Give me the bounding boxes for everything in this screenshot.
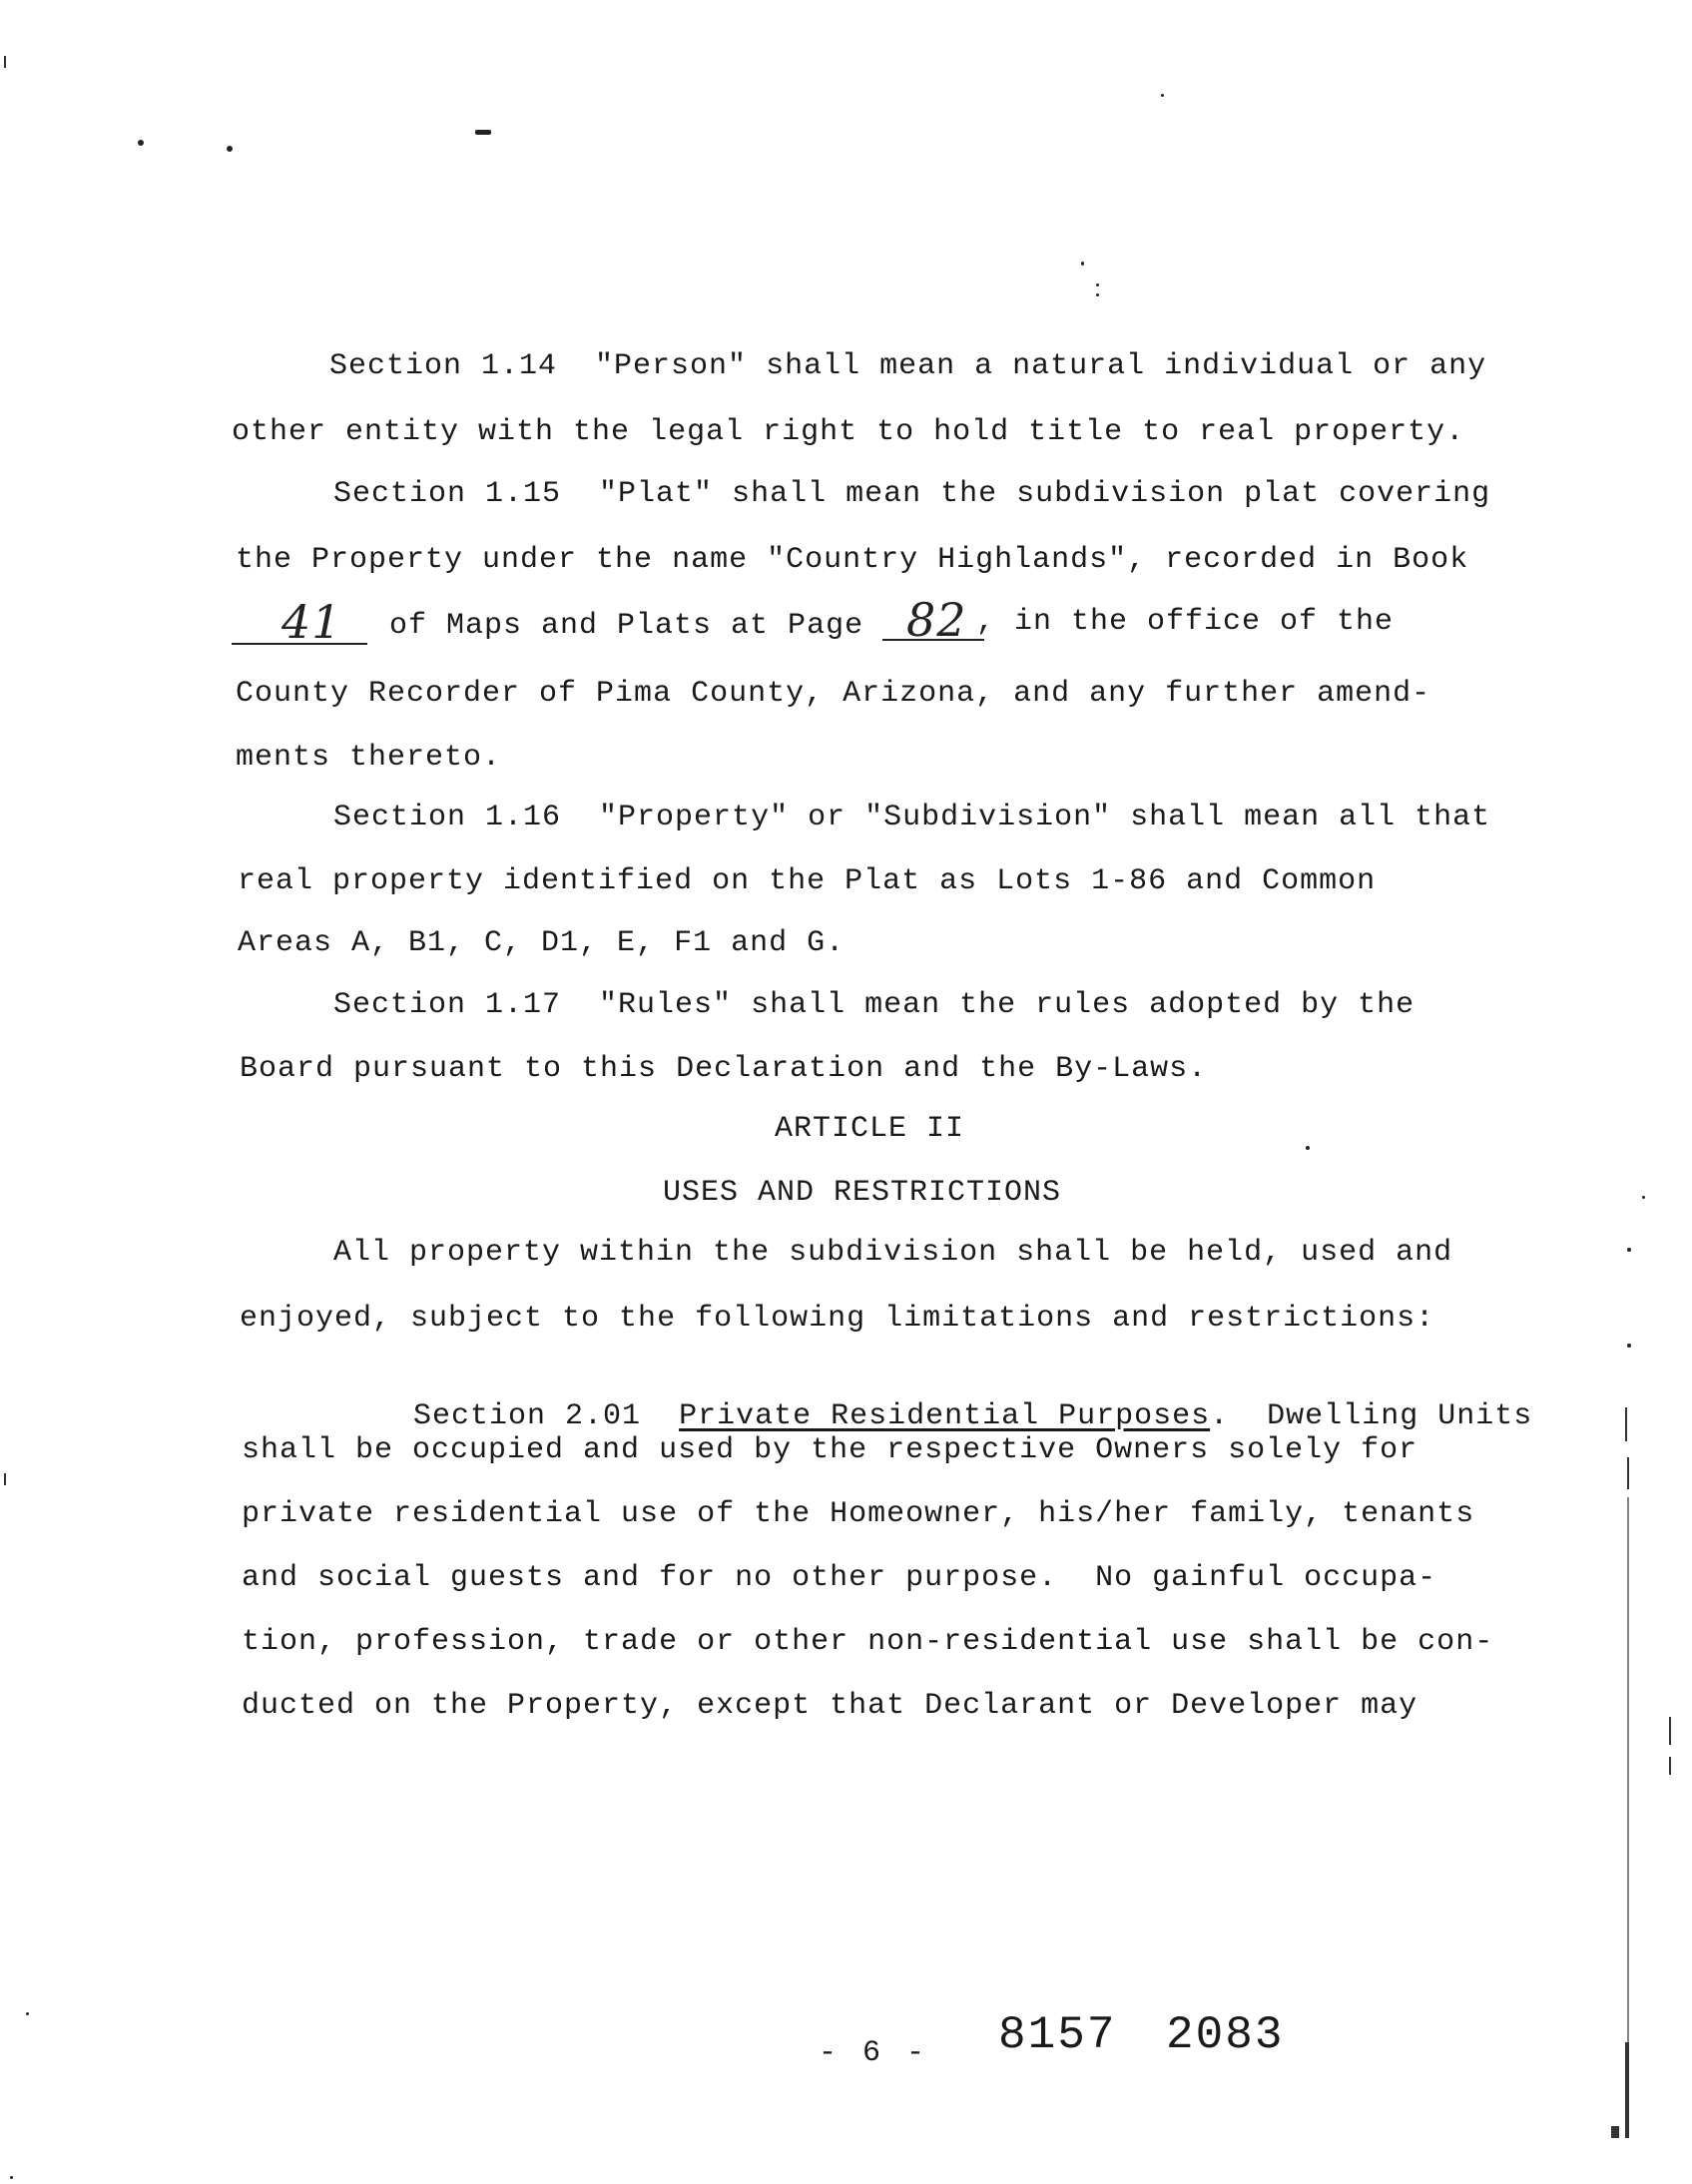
scan-speck xyxy=(1096,283,1099,286)
scan-speck xyxy=(1161,94,1164,97)
scan-speck xyxy=(10,2176,13,2179)
scan-speck xyxy=(1642,1196,1645,1199)
doc-line: Section 1.17 "Rules" shall mean the rules adopted by the xyxy=(333,988,1415,1022)
scan-speck xyxy=(1306,1146,1310,1150)
article-number: ARTICLE II xyxy=(775,1112,965,1146)
doc-line: ducted on the Property, except that Declarant or Developer may xyxy=(242,1689,1418,1723)
scan-edge-mark xyxy=(1611,2126,1619,2138)
scan-speck xyxy=(1081,262,1084,266)
scan-speck xyxy=(1627,1344,1631,1348)
scan-edge-mark xyxy=(1669,1757,1671,1775)
scan-edge-mark xyxy=(4,1473,6,1485)
page-number: - 6 - xyxy=(819,2036,929,2070)
doc-line: and social guests and for no other purpose. No gainful occupa- xyxy=(242,1561,1437,1595)
handwritten-book-number: 41 xyxy=(282,595,342,649)
section-heading: Private Residential Purposes xyxy=(679,1399,1211,1433)
spacer xyxy=(641,1399,679,1433)
article-title: USES AND RESTRICTIONS xyxy=(663,1176,1062,1210)
doc-line: Section 1.16 "Property" or "Subdivision" shall mean all that xyxy=(333,801,1491,834)
doc-line: Section 1.15 "Plat" shall mean the subdivision plat covering xyxy=(333,477,1491,511)
doc-line: real property identified on the Plat as Lots 1-86 and Common xyxy=(238,864,1377,898)
doc-line: , in the office of the xyxy=(976,605,1395,639)
docket-number: 8157 xyxy=(998,2009,1117,2061)
section-number: Section 2.01 xyxy=(413,1399,642,1433)
scan-edge-mark xyxy=(1627,1497,1629,2136)
scan-speck xyxy=(475,130,491,135)
doc-line: shall be occupied and used by the respective Owners solely for xyxy=(242,1433,1418,1467)
docket-page-number: 2083 xyxy=(1166,2009,1285,2061)
doc-line: Section 1.14 "Person" shall mean a natural individual or any xyxy=(329,349,1487,383)
scan-edge-mark xyxy=(1625,1407,1627,1441)
doc-line: Board pursuant to this Declaration and the By-Laws. xyxy=(240,1052,1208,1086)
doc-line: private residential use of the Homeowner, his/her family, tenants xyxy=(242,1497,1475,1531)
doc-line: enjoyed, subject to the following limitations and restrictions: xyxy=(240,1302,1435,1336)
scan-speck xyxy=(1096,293,1099,296)
doc-line: of Maps and Plats at Page xyxy=(389,609,864,643)
scan-speck xyxy=(227,146,233,152)
section-line-rest: . Dwelling Units xyxy=(1210,1399,1533,1433)
handwritten-page-number: 82 xyxy=(906,593,967,647)
doc-line: Areas A, B1, C, D1, E, F1 and G. xyxy=(238,926,846,960)
scan-edge-mark xyxy=(1627,1457,1629,1489)
doc-line: ments thereto. xyxy=(236,741,502,775)
doc-line: All property within the subdivision shall be held, used and xyxy=(333,1236,1453,1270)
doc-line: other entity with the legal right to hold title to real property. xyxy=(232,415,1465,449)
scan-speck xyxy=(26,2012,29,2015)
scan-edge-mark xyxy=(1669,1717,1671,1745)
scan-speck xyxy=(1627,1248,1631,1252)
scan-speck xyxy=(138,140,144,146)
doc-line: the Property under the name "Country Highlands", recorded in Book xyxy=(236,543,1469,577)
doc-line: County Recorder of Pima County, Arizona, and any further amend- xyxy=(236,677,1431,711)
scan-edge-mark xyxy=(4,56,6,68)
doc-line: tion, profession, trade or other non-residential use shall be con- xyxy=(242,1625,1494,1659)
scan-edge-mark xyxy=(1625,2042,1629,2138)
